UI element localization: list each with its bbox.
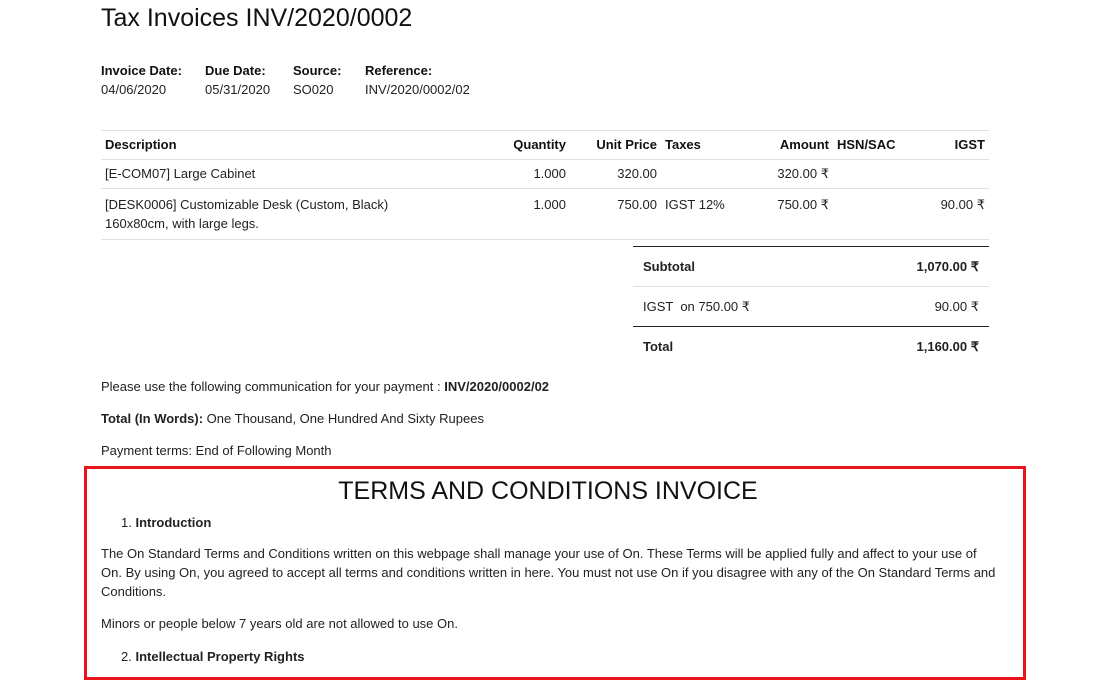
invoice-date-value: 04/06/2020 [101, 82, 167, 97]
col-igst: IGST [905, 131, 989, 160]
line-hsn [833, 189, 905, 240]
total-in-words [101, 411, 484, 426]
table-header-row [101, 131, 989, 160]
terms-heading-text: Introduction [135, 515, 212, 530]
terms-heading-number: 1. [121, 515, 132, 530]
line-taxes: IGST 12% [661, 189, 760, 240]
total-row [633, 327, 989, 367]
line-description [101, 189, 499, 240]
reference-block [365, 62, 470, 100]
subtotal-label: Subtotal [633, 247, 849, 287]
line-amount: 750.00 ₹ [760, 189, 833, 240]
line-unit-price: 750.00 [570, 189, 661, 240]
line-igst: 90.00 ₹ [905, 189, 989, 240]
terms-paragraph: Minors or people below 7 years old are not allowed to use On. [101, 616, 458, 631]
terms-and-conditions-box [84, 466, 1026, 680]
payment-communication-ref: INV/2020/0002/02 [444, 379, 550, 394]
source-label: Source: [293, 63, 342, 78]
line-amount: 320.00 ₹ [760, 160, 833, 189]
source-value: SO020 [293, 82, 334, 97]
invoice-date-label: Invoice Date: [101, 63, 182, 78]
terms-heading-ip-rights [121, 649, 305, 664]
total-in-words-value: One Thousand, One Hundred And Sixty Rupees [203, 411, 484, 426]
total-in-words-label: Total (In Words): [101, 411, 204, 426]
invoice-date-block [101, 62, 182, 100]
payment-terms: Payment terms: End of Following Month [101, 443, 332, 458]
line-description-main: [DESK0006] Customizable Desk (Custom, Black) [105, 197, 389, 212]
subtotal-value: 1,070.00 ₹ [849, 247, 989, 287]
total-label: Total [633, 327, 849, 367]
col-unit-price: Unit Price [570, 131, 661, 160]
subtotal-row [633, 247, 989, 287]
terms-heading-text: Intellectual Property Rights [135, 649, 305, 664]
source-block [293, 62, 341, 100]
line-hsn [833, 160, 905, 189]
invoice-title: Tax Invoices INV/2020/0002 [101, 4, 413, 32]
terms-paragraph: The On Standard Terms and Conditions written on this webpage shall manage your use of On. These Terms will be applied fully and affect to your use of On. By using On, you agreed to accept all terms and conditions written in here. You must not use On if you disagree with any of the On Standard Terms and Conditions. [101, 546, 996, 599]
tax-row [633, 287, 989, 327]
line-description-detail: 160x80cm, with large legs. [105, 216, 259, 231]
payment-communication [101, 379, 549, 394]
totals-table [633, 246, 989, 366]
due-date-value: 05/31/2020 [205, 82, 271, 97]
line-quantity: 1.000 [499, 189, 570, 240]
line-igst [905, 160, 989, 189]
col-hsn: HSN/SAC [833, 131, 905, 160]
payment-communication-text: Please use the following communication for your payment : [101, 379, 445, 394]
tax-value: 90.00 ₹ [849, 287, 989, 327]
col-description: Description [101, 131, 499, 160]
invoice-lines-table [101, 130, 989, 240]
terms-heading-number: 2. [121, 649, 132, 664]
reference-value: INV/2020/0002/02 [365, 82, 470, 97]
col-quantity: Quantity [499, 131, 570, 160]
table-row [101, 160, 989, 189]
tax-label: IGST on 750.00 ₹ [633, 287, 849, 327]
terms-title: TERMS AND CONDITIONS INVOICE [338, 477, 758, 505]
table-row [101, 189, 989, 240]
line-description: [E-COM07] Large Cabinet [101, 160, 499, 189]
line-unit-price: 320.00 [570, 160, 661, 189]
col-amount: Amount [760, 131, 833, 160]
due-date-block [205, 62, 270, 100]
reference-label: Reference: [365, 63, 433, 78]
col-taxes: Taxes [661, 131, 760, 160]
line-taxes [661, 160, 760, 189]
terms-heading-introduction [121, 515, 211, 530]
total-value: 1,160.00 ₹ [849, 327, 989, 367]
due-date-label: Due Date: [205, 63, 266, 78]
line-quantity: 1.000 [499, 160, 570, 189]
